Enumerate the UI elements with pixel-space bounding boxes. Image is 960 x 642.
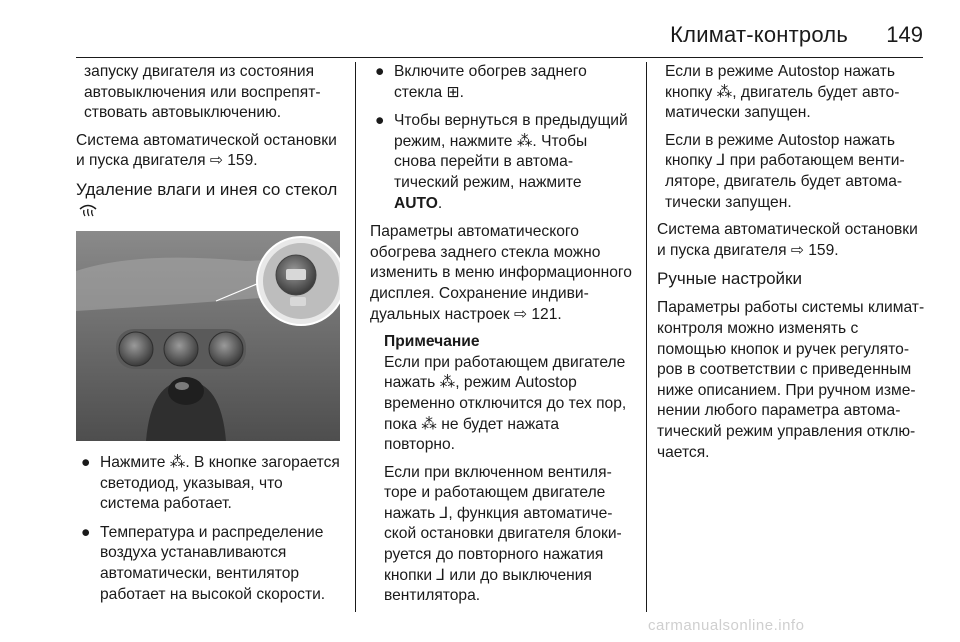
- page-number: 149: [886, 22, 923, 47]
- bullet-dot: ●: [375, 112, 385, 130]
- watermark: carmanualsonline.info: [648, 617, 805, 634]
- section-heading: [76, 179, 344, 223]
- paragraph: Параметры работы системы климат-контроля можно изменять с помощью кнопок и ручек регуляторов в соответствии с приведенным ниже описанием. При ручном изменении любого параметра автоматический режим управления отключается.: [657, 299, 925, 461]
- list-item: ● Чтобы вернуться в предыдущий режим, нажмите ⁂. Чтобы снова перейти в автоматический режим, нажмите AUTO.: [375, 112, 628, 212]
- page-title: Климат-контроль: [670, 22, 848, 47]
- list-item-text: Температура и распределение воздуха устанавливаются автоматически, вентилятор работает на высокой скорости.: [100, 523, 326, 603]
- paragraph: Система автоматической остановки и пуска двигателя ⇨ 159.: [76, 131, 337, 170]
- heading-text: Удаление влаги и инея со стекол: [76, 179, 338, 199]
- list-item-text: Чтобы вернуться в предыдущий режим, нажмите ⁂. Чтобы снова перейти в автоматический режим, нажмите: [394, 112, 628, 191]
- bullet-dot: ●: [81, 523, 91, 541]
- list-item: [76, 523, 344, 605]
- column-divider: [646, 62, 647, 612]
- paragraph: Если в режиме Autostop нажать кнопку ⅃ при работающем вентиляторе, двигатель будет автоматически запущен.: [665, 131, 905, 211]
- paragraph: Если в режиме Autostop нажать кнопку ⁂, двигатель будет автоматически запущен.: [665, 63, 900, 122]
- paragraph: запуску двигателя из состояния автовыключения или воспрепятствовать автовыключению.: [84, 63, 321, 122]
- paragraph: Если при включенном вентиляторе и работающем двигателе нажать ⅃, функция автоматической остановки двигателя блокируется до повторного нажатия кнопки ⅃ или до выключения вентилятора.: [384, 463, 622, 605]
- section-heading: Ручные настройки: [657, 269, 802, 289]
- column-divider: [355, 62, 356, 612]
- defrost-icon: [79, 203, 97, 219]
- column-3: [657, 62, 927, 470]
- page-header: [0, 0, 960, 60]
- list-item: [76, 453, 344, 515]
- bullet-dot: ●: [81, 453, 91, 471]
- column-2: [370, 62, 632, 614]
- column-1: [76, 62, 344, 613]
- list-item-text: Включите обогрев заднего стекла ⊞.: [394, 63, 587, 101]
- note-title: Примечание: [384, 333, 480, 351]
- list-item: [370, 62, 632, 103]
- header-rule: [76, 57, 923, 58]
- bullet-dot: ●: [375, 63, 385, 80]
- paragraph: Если при работающем двигателе нажать ⁂, режим Autostop временно отключится до тех пор, пока ⁂ не будет нажата повторно.: [384, 353, 627, 454]
- paragraph: Система автоматической остановки и пуска двигателя ⇨ 159.: [657, 221, 918, 259]
- paragraph: Параметры автоматического обогрева заднего стекла можно изменить в меню информационного дисплея. Сохранение индивидуальных настроек ⇨ 121.: [370, 223, 632, 323]
- note-block: [370, 332, 632, 607]
- climate-control-photo: [76, 231, 340, 441]
- auto-label: AUTO: [394, 194, 438, 212]
- list-item-text: Нажмите ⁂. В кнопке загорается светодиод, указывая, что система работает.: [100, 453, 340, 513]
